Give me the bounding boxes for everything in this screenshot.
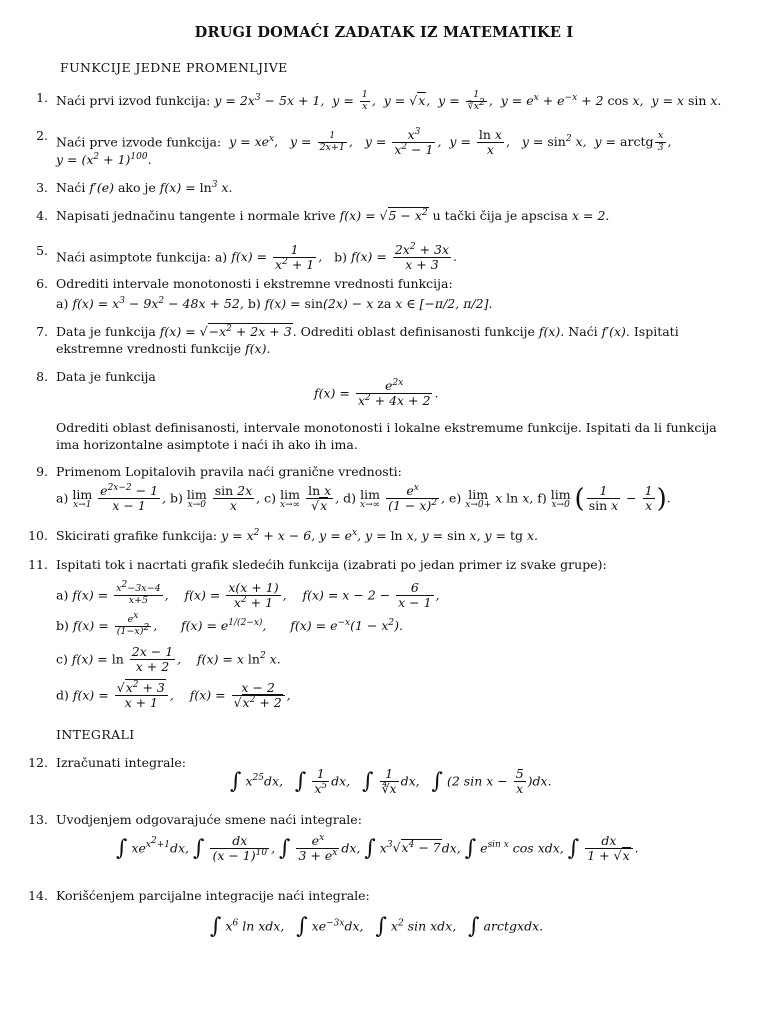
problem-9-limits: a) lim x→1 $\frac{e^{2x-2} - 1}{x - 1}$ , b) lim x→0 $\frac{\sin 2x}{x}$ , c) lim x→∞ $\frac{\text{ln x}}{√x}$ , d) lim x→∞ $\frac{e^x}{(1 - x)^2}$ , e) lim x→0+ x ln x, f) lim x→0 ( $\frac{1}{\text{sin x}}$ − $\frac{1}{x}$ ). <box>56 482 671 514</box>
problem-number: 3. <box>36 180 48 195</box>
problem-6-line-2: a) $f(x) = x^3 - 9x^2 - 48x + 52$, b) f(x) = sin(2x) − x za x ∈ [−π/2, π/2]. <box>56 295 493 311</box>
ln-fn: ln <box>242 918 255 934</box>
problem-number: 13. <box>28 812 48 827</box>
problem-11-intro: Ispitati tok i nacrtati grafik sledećih funkcija (izabrati po jedan primer iz svake grupe): <box>56 557 607 572</box>
arctg-fn: arctg <box>483 918 518 934</box>
problem-number: 11. <box>28 557 48 572</box>
problem-1-line: Naći prvi izvod funkcija: $y = 2x^3 - 5x + 1$, y = $\frac{1}{x}$ , y = √x, y = $\frac{1}{∛x^2}$ , $y = e^x + e^{-x} + 2$ cos x, y = x sin x. <box>56 89 722 112</box>
sin-fn: sin <box>304 296 324 311</box>
problem-text: Skicirati grafike funkcija: <box>56 528 218 543</box>
problem-14-intro: Korišćenjem parcijalne integracije naći integrale: <box>56 888 370 903</box>
za-word: za <box>377 296 392 311</box>
problem-2-line-2: $y = (x^2 + 1)^{100}$. <box>56 151 152 167</box>
problem-7-line-2: ekstremne vrednosti funkcije f(x). <box>56 341 271 356</box>
cos-fn: cos <box>512 840 534 856</box>
problem-number: 1. <box>36 90 48 105</box>
ln-fn: ln <box>390 528 403 543</box>
problem-number: 9. <box>36 464 48 479</box>
sin-fn: sin <box>687 92 707 108</box>
problem-3-tail: ako je <box>117 180 156 195</box>
section-functions: FUNKCIJE JEDNE PROMENLJIVE <box>60 60 288 75</box>
problem-text: Naći <box>56 180 86 195</box>
lim-label: lim <box>186 486 207 502</box>
problem-4-mid: u tački čija je apscisa <box>432 208 568 223</box>
cos-fn: cos <box>607 92 629 108</box>
problem-7-line2-text: ekstremne vrednosti funkcije <box>56 341 242 356</box>
problem-text: Data je funkcija <box>56 324 156 339</box>
ln-fn: ln <box>478 127 491 142</box>
problem-6-line-1: Odrediti intervale monotonosti i ekstremne vrednosti funkcija: <box>56 276 453 291</box>
ln-fn: ln <box>247 651 260 667</box>
sin-fn: sin <box>547 134 566 150</box>
sin-fn: sin <box>407 918 427 934</box>
ln-fn: ln <box>199 180 212 195</box>
problem-7-tail2: Naći <box>568 324 598 339</box>
problem-12-intro: Izračunati integrale: <box>56 755 187 770</box>
lim-label: lim <box>72 486 93 502</box>
problem-8-line-2: ima horizontalne asimptote i naći ih ako ih ima. <box>56 437 358 452</box>
problem-8-intro: Data je funkcija <box>56 369 156 384</box>
problem-8-formula: f(x) = $\frac{e^{2x}}{x^2 + 4x + 2}$ . <box>314 377 439 409</box>
problem-number: 8. <box>36 369 48 384</box>
problem-text: Naći prve izvode funkcija: <box>56 134 222 150</box>
problem-11-group-a: a) f(x) = $\frac{x^2-3x-4}{x+5}$ , f(x) = $\frac{x(x + 1)}{x^2 + 1}$ , f(x) = x − 2 − $\frac{6}{x - 1}$ , <box>56 580 440 611</box>
sin-fn: sin <box>214 483 234 498</box>
problem-11-group-b: b) f(x) = $\frac{e^x}{(1-x)^2}$ , $f(x) = e^{1/(2-x)}$, $f(x) = e^{-x}(1 - x^2)$. <box>56 610 404 637</box>
lim-label: lim <box>550 486 571 502</box>
problem-number: 12. <box>28 755 48 770</box>
problem-12-integrals: ∫ $x^{25}dx$, ∫ $\frac{1}{x^5}$ dx, ∫ $\frac{1}{∜x}$ dx, ∫ (2 sin x − $\frac{5}{x}$ )dx. <box>230 766 552 797</box>
problem-7-tail3: Ispitati <box>633 324 679 339</box>
problem-text: Napisati jednačinu tangente i normale krive <box>56 208 336 223</box>
sin-fn: sin <box>487 840 501 851</box>
problem-13-integrals: ∫ $xe^{x^2+1}dx$, ∫ $\frac{dx}{(x - 1)^{10}}$ , ∫ $\frac{e^x}{3 + e^x}$ dx, ∫ $x^3√x^4 - 7dx$, ∫ $e^{sin x}$ cos xdx, ∫ $\frac{dx}{1 + √x}$ . <box>116 832 639 864</box>
problem-14-integrals: ∫ $x^6$ ln xdx, ∫ $xe^{-3x}dx$, ∫ $x^2$ sin xdx, ∫ arctgxdx. <box>210 914 544 939</box>
problem-number: 14. <box>28 888 48 903</box>
problem-number: 7. <box>36 324 48 339</box>
problem-2-line-1: Naći prve izvode funkcija: $y = xe^x$, y = $\frac{1}{2x+1}$ , y = $\frac{x^3}{x^2 - 1}$ , y = $\frac{\text{ln x}}{x}$ , $y = \sin^2 x$, y = arctg $\frac{x}{3}$ , <box>56 126 672 158</box>
sin-fn: sin <box>447 528 466 543</box>
problem-number: 4. <box>36 208 48 223</box>
lim-label: lim <box>468 486 489 502</box>
document-title: DRUGI DOMAĆI ZADATAK IZ MATEMATIKE I <box>194 24 574 41</box>
problem-number: 10. <box>28 528 48 543</box>
problem-10-line: Skicirati grafike funkcija: $y = x^2 + x - 6$, $y = e^x$, y = ln x, y = sin x, y = tg x. <box>56 527 539 543</box>
problem-13-intro: Uvodjenjem odgovarajuće smene naći integrale: <box>56 812 362 827</box>
problem-number: 6. <box>36 276 48 291</box>
problem-7-line-1: Data je funkcija $f(x) = √-x^2 + 2x + 3$. Odrediti oblast definisanosti funkcije f(x). Naći f′(x). Ispitati <box>56 323 679 339</box>
problem-9-intro: Primenom Lopitalovih pravila naći granične vrednosti: <box>56 464 402 479</box>
problem-11-group-d: d) f(x) = $\frac{√x^2 + 3}{x + 1}$ , f(x) = $\frac{x - 2}{√x^2 + 2}$ , <box>56 679 291 711</box>
lim-label: lim <box>360 486 380 502</box>
tg-fn: tg <box>510 528 524 543</box>
problem-text: Naći prvi izvod funkcija: <box>56 92 211 108</box>
section-integrals: INTEGRALI <box>56 727 135 742</box>
problem-3-line: Naći f′(e) ako je $f(x) = \ln^3 x$. <box>56 179 233 195</box>
problem-8-line-1: Odrediti oblast definisanosti, intervale monotonosti i lokalne ekstremume funkcije. Ispitati da li funkcija <box>56 420 717 435</box>
sin-fn: sin <box>463 773 483 789</box>
ln-fn: ln <box>111 651 124 667</box>
problem-5-line: Naći asimptote funkcija: a) f(x) = $\frac{1}{x^2 + 1}$ , b) f(x) = $\frac{2x^2 + 3x}{x + 3}$ . <box>56 241 458 273</box>
problem-7-tail: Odrediti oblast definisanosti funkcije <box>300 324 535 339</box>
problem-number: 5. <box>36 243 48 258</box>
arctg-fn: arctg <box>620 134 654 150</box>
problem-number: 2. <box>36 128 48 143</box>
problem-11-group-c: c) f(x) = ln $\frac{2x - 1}{x + 2}$ , f(x) = x $\ln^2 x$. <box>56 644 281 675</box>
ln-fn: ln <box>506 490 519 506</box>
problem-4-line: Napisati jednačinu tangente i normale krive $f(x) = √5 - x^2$ u tački čija je apscisa x = 2. <box>56 207 610 223</box>
problem-text: Naći asimptote funkcija: <box>56 249 211 265</box>
lim-label: lim <box>280 486 300 502</box>
sin-fn: sin <box>588 498 608 514</box>
ln-fn: ln <box>308 483 321 498</box>
